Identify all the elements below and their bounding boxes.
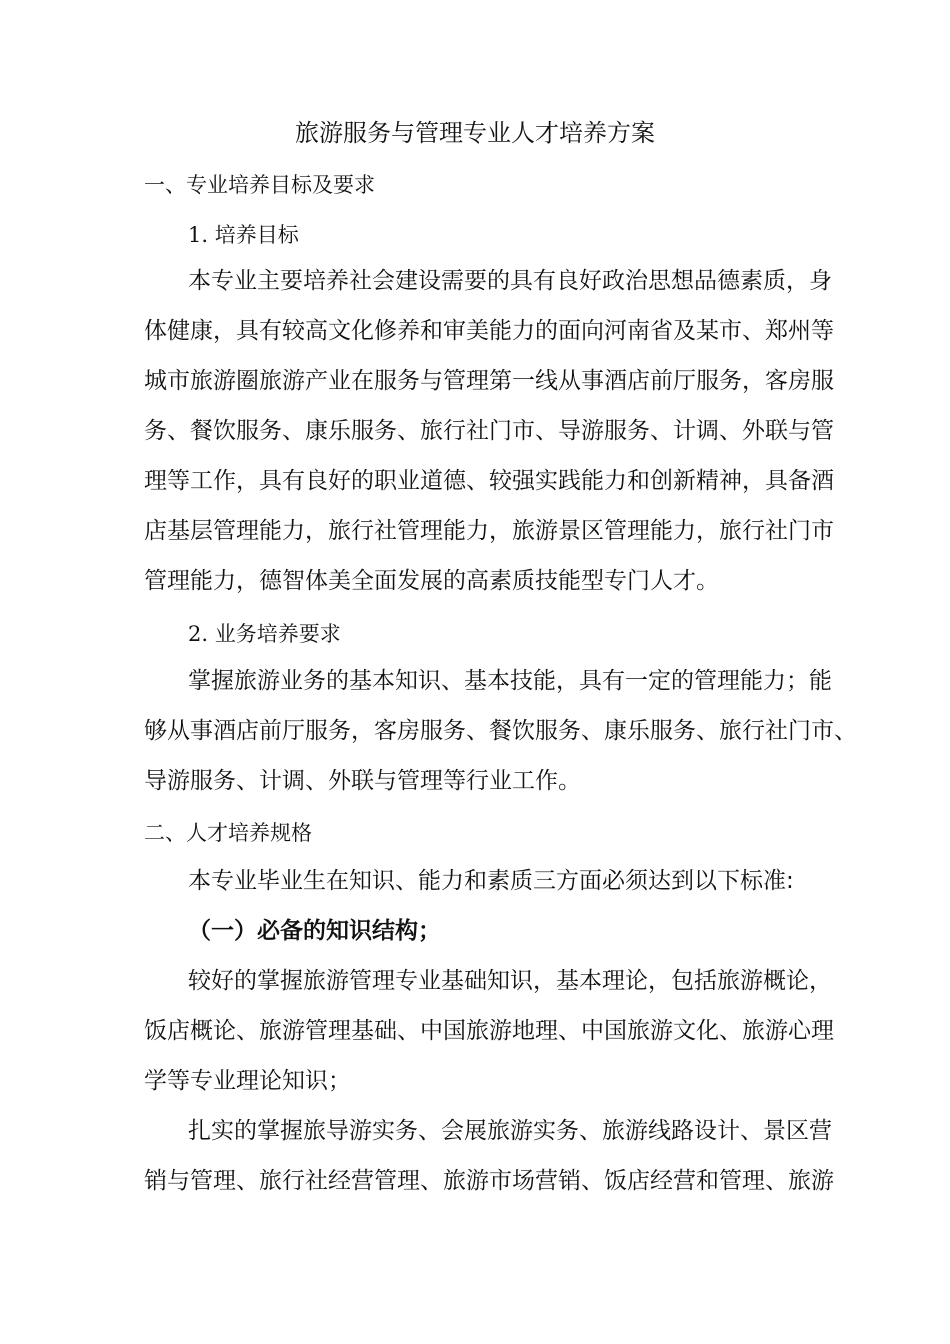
- document-title: 旅游服务与管理专业人才培养方案: [295, 119, 655, 147]
- section-heading-2: 二、人才培养规格: [144, 821, 312, 845]
- paragraph-line: 够从事酒店前厅服务，客房服务、餐饮服务、康乐服务、旅行社门市、: [144, 718, 857, 744]
- subsection-heading-knowledge: （一）必备的知识结构；: [188, 918, 441, 944]
- paragraph-line: 管理能力，德智体美全面发展的高素质技能型专门人才。: [144, 568, 719, 594]
- subsection-heading-business-requirements: 2. 业务培养要求: [188, 622, 341, 646]
- paragraph-line: 掌握旅游业务的基本知识、基本技能，具有一定的管理能力；能: [188, 668, 832, 694]
- paragraph-line: 导游服务、计调、外联与管理等行业工作。: [144, 768, 581, 794]
- paragraph-line: 销与管理、旅行社经营管理、旅游市场营销、饭店经营和管理、旅游: [144, 1168, 834, 1194]
- section-heading-1: 一、专业培养目标及要求: [144, 173, 375, 197]
- paragraph-line: 城市旅游圈旅游产业在服务与管理第一线从事酒店前厅服务，客房服: [144, 368, 834, 394]
- paragraph-line: 店基层管理能力，旅行社管理能力，旅游景区管理能力，旅行社门市: [144, 518, 834, 544]
- paragraph-line: 务、餐饮服务、康乐服务、旅行社门市、导游服务、计调、外联与管: [144, 418, 834, 444]
- paragraph-line: 饭店概论、旅游管理基础、中国旅游地理、中国旅游文化、旅游心理: [144, 1018, 834, 1044]
- paragraph-line: 扎实的掌握旅导游实务、会展旅游实务、旅游线路设计、景区营: [188, 1118, 832, 1144]
- paragraph-line: 较好的掌握旅游管理专业基础知识，基本理论，包括旅游概论，: [188, 968, 832, 994]
- paragraph-line: 本专业主要培养社会建设需要的具有良好政治思想品德素质，身: [188, 268, 832, 294]
- paragraph-line: 理等工作，具有良好的职业道德、较强实践能力和创新精神，具备酒: [144, 468, 834, 494]
- paragraph-line: 体健康，具有较高文化修养和审美能力的面向河南省及某市、郑州等: [144, 318, 834, 344]
- subsection-heading-training-goal: 1. 培养目标: [188, 223, 299, 247]
- section-intro: 本专业毕业生在知识、能力和素质三方面必须达到以下标准:: [188, 868, 794, 894]
- paragraph-line: 学等专业理论知识；: [144, 1068, 351, 1094]
